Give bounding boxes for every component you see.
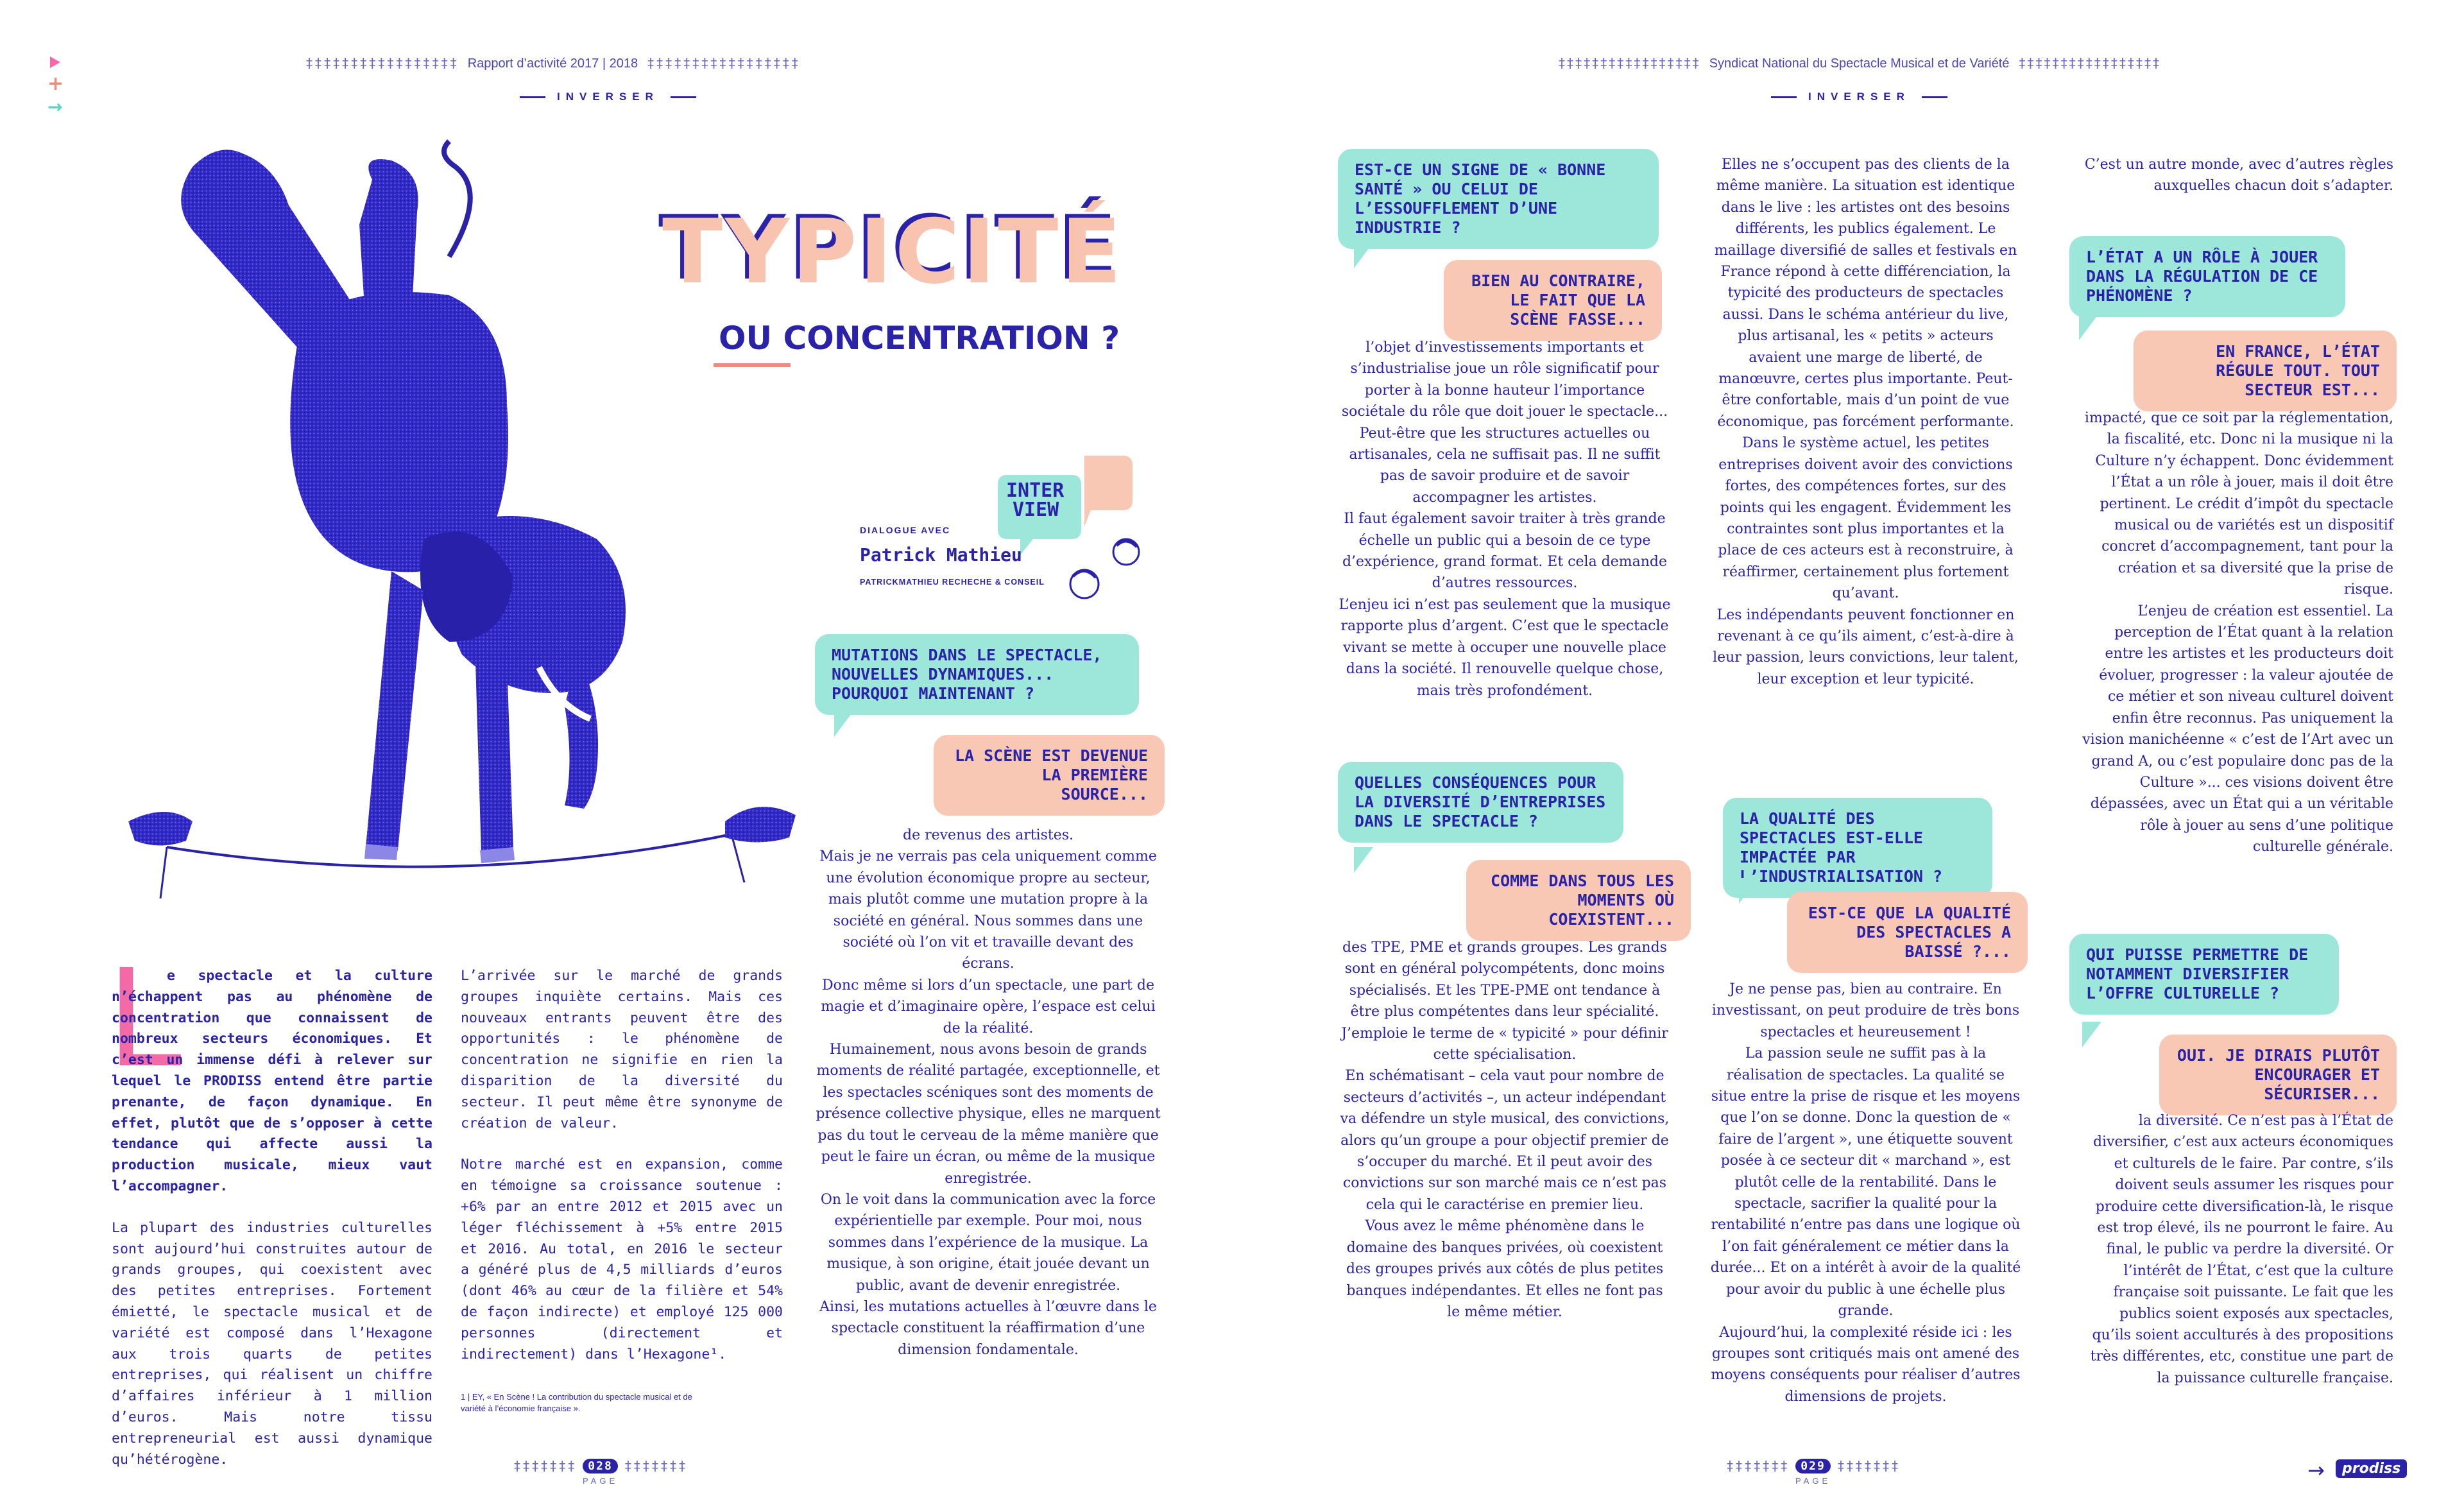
footnote: 1 | EY, « En Scène ! La contribution du spectacle musical et de variété à l’économie française ».: [461, 1392, 692, 1413]
page-number: 029: [1795, 1459, 1831, 1473]
badge-line-1: INTER: [1006, 479, 1065, 502]
bubble-tail: [834, 711, 853, 737]
answer-2-p2: Il faut également savoir traiter à très grande échelle un public qui a besoin de ce type d’expérience, grand format. Et cela demande d’autres ressources.: [1342, 511, 1668, 592]
answer-4-p1: Je ne pense pas, bien au contraire. En investissant, on peut produire de très bons spectacles et heureusement !: [1711, 981, 2020, 1040]
intro-col2-p2: Notre marché est en expansion, comme en témoigne sa croissance soutenue : +6% par an entre 2012 et 2015 avec un léger fléchissement à +5% entre 2015 et 2016. Au total, en 2016 le secteur a généré plus de 4,5 milliards d’euros (dont 46% au cœur de la filière et 54% de façon indirecte) et employé 125 000 personnes (directement et indirectement) dans l’Hexagone¹.: [461, 1156, 783, 1362]
answer-4-p3: Aujourd’hui, la complexité réside ici : les groupes sont critiqués mais ont amené des moyens conséquents pour réaliser d’autres dimensions de projets.: [1711, 1324, 2021, 1405]
plus-icon: +: [47, 73, 64, 95]
answer-3-p3: Vous avez le même phénomène dans le domaine des banques privées, où coexistent des groupes privés aux côtés de plus petites banques indépendantes. Et elles ne font pas le même métier.: [1346, 1218, 1664, 1320]
page-number-left: [513, 1458, 687, 1486]
bubble-tail: [1469, 906, 1486, 929]
answer-2-text: [1338, 337, 1672, 701]
question-bubble-4: LA QUALITÉ DES SPECTACLES EST-ELLE IMPACTÉE PAR L’INDUSTRIALISATION ?: [1723, 798, 1992, 898]
interviewee-affiliation: PATRICKMATHIEU RECHECHE & CONSEIL: [860, 578, 1045, 587]
header-ticks-left-a: ‡‡‡‡‡‡‡‡‡‡‡‡‡‡‡‡‡: [305, 55, 459, 71]
title-underline: [714, 363, 791, 367]
arrow-right-icon: →: [47, 96, 63, 117]
footer-ticks: ‡‡‡‡‡‡‡: [624, 1458, 688, 1473]
answer-5-text: [2079, 408, 2393, 858]
report-title: Rapport d’activité 2017 | 2018: [467, 56, 638, 71]
interview-badge: [995, 449, 1155, 616]
footer-ticks: ‡‡‡‡‡‡‡: [513, 1458, 577, 1473]
triangle-icon: [50, 56, 60, 68]
answer-bubble-3: COMME DANS TOUS LES MOMENTS OÙ COEXISTENT...: [1466, 860, 1691, 941]
bubble-tail: [937, 780, 954, 803]
answer-4-p2: La passion seule ne suffit pas à la réalisation de spectacles. La qualité se situe entre la prise de risque et les moyens que l’on se donne. Donc la question de « faire de l’argent », une étiquette souvent posée à ce secteur dit « marchand », est plutôt celle de la rentabilité. Dans le spectacle, sacrifier la qualité pour la rentabilité n’entre pas dans une logique où l’on fait généralement ce métier dans la durée... Et on a intérêt à avoir de la qualité pour avoir du public à une échelle plus grande.: [1710, 1045, 2021, 1319]
question-bubble-3: QUELLES CONSÉQUENCES POUR LA DIVERSITÉ D’ENTREPRISES DANS LE SPECTACLE ?: [1338, 762, 1623, 843]
interview-badge-text: [1006, 481, 1064, 520]
bubble-tail: [2082, 1022, 2101, 1047]
section-label-text: INVERSER: [557, 90, 659, 103]
question-bubble-5: L’ÉTAT A UN RÔLE À JOUER DANS LA RÉGULATION DE CE PHÉNOMÈNE ?: [2069, 236, 2345, 317]
answer-6-p1: la diversité. Ce n’est pas à l’État de diversifier, c’est aux acteurs économiques et culturels de le faire. Par contre, s’ils doivent seuls assumer les risques pour produire cette diversification-là, le risque est trop élevé, ils ne pourront le faire. Au final, le public va perdre la diversité. Or l’intérêt de l’État, c’est que la culture française soit puissante. Le fait que les publics soient exposés aux spectacles, qu’ils soient acculturés à des propositions très différentes, etc, constitue une part de la puissance culturelle française.: [2090, 1113, 2393, 1386]
next-page-arrow-icon[interactable]: →: [2307, 1458, 2325, 1482]
answer-3-p1: des TPE, PME et grands groupes. Les grands sont en général polycompétents, donc moins spécialisés. Et les TPE-PME ont tendance à être plus compétentes dans leur spécialité. J’emploie le terme de « typicité » pour définir cette spécialisation.: [1341, 940, 1668, 1063]
answer-1-p2: Mais je ne verrais pas cela uniquement comme une évolution économique propre au secteur, mais plutôt comme une mutation propre à la société en général. Nous sommes dans une société où l’on vit et travaille devant des écrans.: [819, 848, 1157, 972]
answer-1-p3: Donc même si lors d’un spectacle, une part de magie et d’imaginaire opère, l’espace est celui de la réalité.: [821, 977, 1156, 1036]
answer-1-p5: On le voit dans la communication avec la force expérientielle par exemple. Pour moi, nous sommes dans l’expérience de la musique. La musique, à son origine, était jouée devant un public, avant de devenir enregistrée.: [820, 1191, 1156, 1294]
answer-bubble-2: BIEN AU CONTRAIRE, LE FAIT QUE LA SCÈNE FASSE...: [1444, 260, 1662, 341]
answer-3-text: [1338, 937, 1672, 1323]
corner-markers: [47, 56, 67, 116]
intro-column-2: [461, 966, 783, 1386]
bubble-tail: [1790, 943, 1807, 966]
intro-col2-p1: L’arrivée sur le marché de grands groupes inquiète certains. Mais ces nouveaux entrants peuvent être des opportunités : le phénomène de concentration ne signifie en rien la disparition de la diversité du secteur. Il peut même être synonyme de création de valeur.: [461, 968, 783, 1131]
prodiss-logo: prodiss: [2336, 1459, 2407, 1478]
section-label-right: [1771, 90, 1947, 103]
answer-bubble-4: EST-CE QUE LA QUALITÉ DES SPECTACLES A BAISSÉ ?...: [1787, 892, 2028, 973]
answer-bubble-1: LA SCÈNE EST DEVENUE LA PREMIÈRE SOURCE...: [934, 735, 1165, 816]
answer-6-text: [2079, 1110, 2393, 1389]
bubble-tail: [1354, 847, 1373, 873]
answer-1-p1: de revenus des artistes.: [902, 827, 1074, 843]
page-label: PAGE: [582, 1476, 619, 1486]
footer-ticks: ‡‡‡‡‡‡‡: [1726, 1458, 1790, 1473]
interviewee-name: Patrick Mathieu: [860, 544, 1022, 565]
section-label-left: [520, 90, 696, 103]
answer-5-p1: impacté, que ce soit par la réglementation, la fiscalité, etc. Donc ni la musique ni la Culture n’y échappent. Donc évidemment l’État a un rôle à jouer, mais il doit être pertinent. Le crédit d’impôt du spectacle musical ou de variétés est un dispositif concret d’accompagnement, tant pour la création et sa diversité que la prise de risque.: [2084, 410, 2393, 598]
middle-column-p1: Elles ne s’occupent pas des clients de la même manière. La situation est identique dans le live : les artistes ont des besoins différents, les publics également. Le maillage diversifié de salles et festivals en France répond à cette différenciation, la typicité des producteurs de spectacles aussi. Dans le schéma antérieur du live, plus artisanal, les « petits » acteurs avaient une marge de liberté, de manœuvre, certes plus importante. Peut-être confortable, mais d’un point de vue économique, pas forcément performante. Dans le système actuel, les petites entreprises doivent avoir des convictions fortes, des compétences fortes, sur des points qui les engagent. Évidemment les contraintes sont plus importantes et la place de ces acteurs est à reconstruire, à réaffirmer, certainement plus fortement qu’avant.: [1714, 157, 2017, 602]
header-ticks-left-b: ‡‡‡‡‡‡‡‡‡‡‡‡‡‡‡‡‡: [647, 55, 800, 71]
section-label-text: INVERSER: [1808, 90, 1910, 103]
page-label: PAGE: [1795, 1476, 1831, 1486]
answer-2-p1: l’objet d’investissements importants et s’industrialise joue un rôle significatif pour porter à la bonne hauteur l’importance sociétale du rôle que doit jouer le spectacle... Peut-être que les structures actuelles ou artisanales, cela ne suffisait pas. Il ne suffit pas de savoir produire et de savoir accompagner les artistes.: [1341, 339, 1668, 506]
answer-2-p3: L’enjeu ici n’est pas seulement que la musique rapporte plus d’argent. C’est que le spectacle vivant se mette à occuper une nouvelle place dans la société. Il renouvelle quelque chose, mais très profondément.: [1339, 596, 1671, 699]
header-right: [1558, 55, 2160, 71]
dialogue-label: DIALOGUE AVEC: [860, 525, 951, 535]
header-left: [305, 55, 800, 71]
bubble-tail: [2162, 1085, 2179, 1108]
answer-1-p6: Ainsi, les mutations actuelles à l’œuvre dans le spectacle constituent la réaffirmation d’une dimension fondamentale.: [819, 1298, 1157, 1358]
page-title: TYPICITÉ: [662, 200, 1124, 304]
answer-bubble-6: OUI. JE DIRAIS PLUTÔT ENCOURAGER ET SÉCURISER...: [2159, 1035, 2397, 1115]
left-hand: [128, 812, 193, 846]
question-bubble-6: QUI PUISSE PERMETTRE DE NOTAMMENT DIVERSIFIER L’OFFRE CULTURELLE ?: [2069, 934, 2339, 1015]
answer-bubble-5: EN FRANCE, L’ÉTAT RÉGULE TOUT. TOUT SECTEUR EST...: [2134, 331, 2397, 411]
intro-lead-text: e spectacle et la culture n’échappent pas au phénomène de concentration que connaissent de nombreux secteurs économiques. Et c’est un immense défi à relever sur lequel le PRODISS entend être partie prenante, de façon dynamique. En effet, plutôt que de s’opposer à cette tendance qui affecte aussi la production musicale, mieux vaut l’accompagner.: [112, 968, 432, 1194]
bubble-tail: [2137, 382, 2153, 406]
answer-4-text: [1710, 979, 2021, 1407]
right-column-p1: C’est un autre monde, avec d’autres règles auxquelles chacun doit s’adapter.: [2084, 157, 2393, 194]
page-number-right: [1726, 1458, 1900, 1486]
answer-1-text: [815, 825, 1161, 1361]
bubble-tail: [2079, 314, 2098, 340]
right-hand: [725, 807, 796, 842]
dropcap: L: [107, 940, 182, 1097]
footer-ticks: ‡‡‡‡‡‡‡: [1836, 1458, 1901, 1473]
union-title: Syndicat National du Spectacle Musical et de Variété: [1709, 56, 2010, 71]
question-bubble-2: EST-CE UN SIGNE DE « BONNE SANTÉ » OU CELUI DE L’ESSOUFFLEMENT D’UNE INDUSTRIE ?: [1338, 149, 1659, 249]
bubble-tail: [1448, 308, 1464, 331]
middle-column-text: [1710, 154, 2021, 690]
middle-column-p2: Les indépendants peuvent fonctionner en revenant à ce qu’ils aiment, c’est-à-dire à leur passion, leurs convictions, leur talent, leur exception et leur typicité.: [1713, 606, 2019, 687]
bubble-tail: [1354, 243, 1373, 268]
page-number: 028: [583, 1459, 618, 1473]
bubble-tail: [1739, 878, 1758, 904]
intro-lead: [112, 966, 432, 1491]
answer-3-p2: En schématisant – cela vaut pour nombre de secteurs d’activités –, un acteur indépendant va défendre un style musical, des convictions, alors qu’un groupe a pour objectif premier de s’occuper du marché. Et il peut avoir des convictions sur son marché mais ce n’est pas cela qui le caractérise en premier lieu.: [1340, 1068, 1670, 1213]
answer-5-p2: L’enjeu de création est essentiel. La perception de l’État quant à la relation entre les artistes et les producteurs doit évoluer, progresser : la valeur ajoutée de ce métier et son niveau culturel doivent enfin être reconnus. Pas uniquement la vision manichéenne « c’est de l’Art avec un grand A, ou c’est populaire donc pas de la Culture »... ces visions doivent être dépassées, avec un État qui a un véritable rôle à jouer au sens d’une politique culturelle générale.: [2082, 603, 2393, 855]
right-column-top-text: [2079, 154, 2393, 197]
intro-paragraph-2: La plupart des industries culturelles sont aujourd’hui construites autour de grands groupes, qui coexistent avec des petites entreprises. Fortement émietté, le spectacle musical et de variété est composé dans l’Hexagone aux trois quarts de petites entreprises, qui réalisent un chiffre d’affaires inférieur à 1 million d’euros. Mais notre tissu entrepreneurial est aussi dynamique qu’hétérogène.: [112, 1219, 432, 1468]
badge-line-2: VIEW: [1013, 499, 1059, 521]
header-ticks-right-b: ‡‡‡‡‡‡‡‡‡‡‡‡‡‡‡‡‡: [2018, 55, 2161, 71]
answer-1-p4: Humainement, nous avons besoin de grands moments de réalité partagée, exceptionnelle, et les spectacles scéniques sont des moments de présence collective physique, elles ne marquent pas du tout le cerveau de la même manière que peut le faire un écran, ou même de la musique enregistrée.: [816, 1042, 1161, 1187]
question-bubble-1: MUTATIONS DANS LE SPECTACLE, NOUVELLES DYNAMIQUES... POURQUOI MAINTENANT ?: [815, 634, 1139, 715]
header-ticks-right-a: ‡‡‡‡‡‡‡‡‡‡‡‡‡‡‡‡‡: [1558, 55, 1700, 71]
page-subtitle: OU CONCENTRATION ?: [719, 320, 1120, 357]
